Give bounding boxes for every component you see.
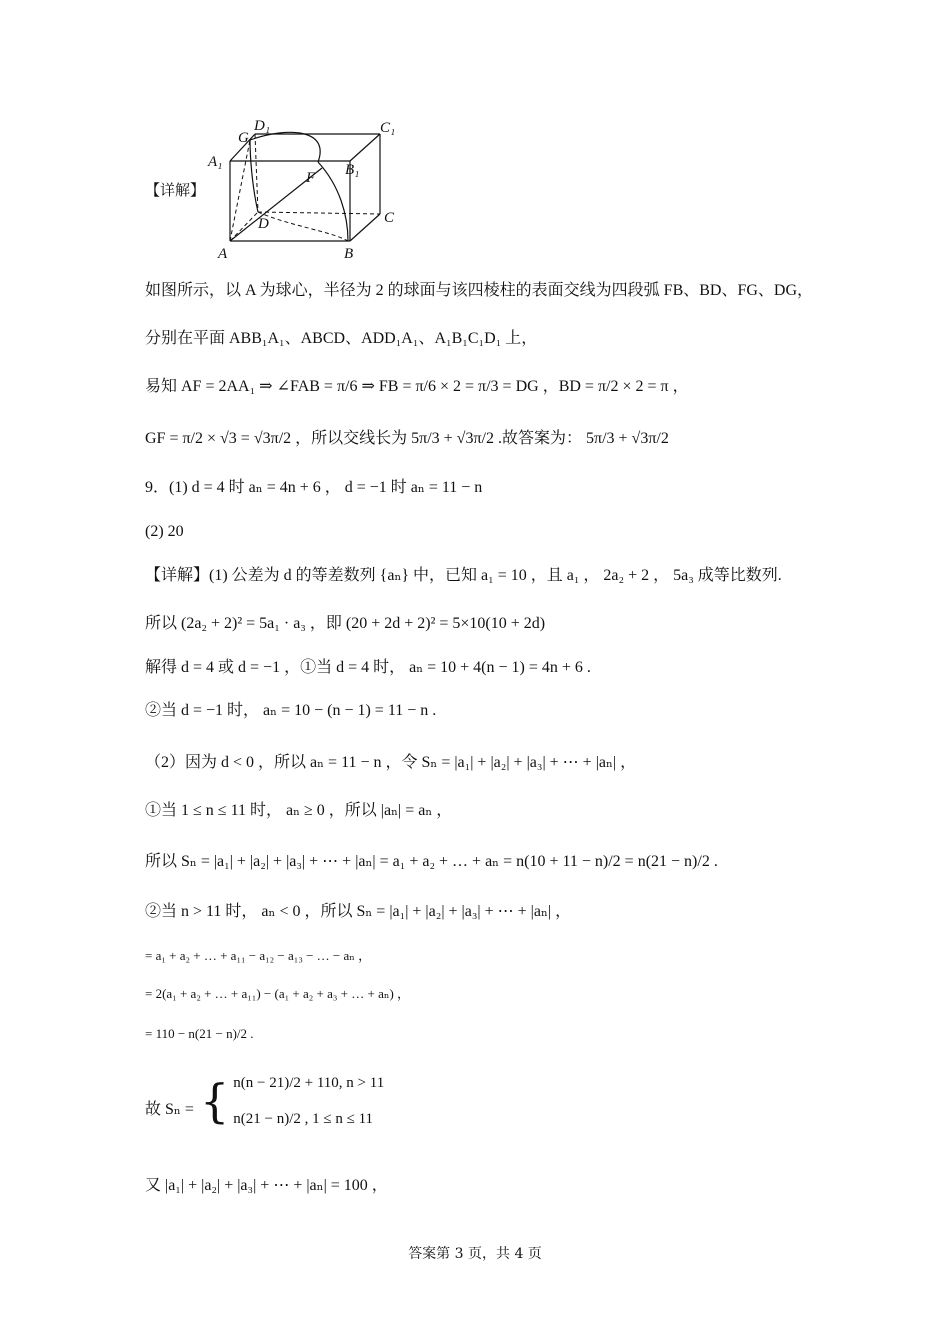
- prism-diagram: [200, 116, 400, 266]
- q9-part2-7: = 110 − n(21 − n)/2 .: [145, 1026, 254, 1041]
- q9-part2-9: 又 |a₁| + |a₂| + |a₃| + ⋯ + |aₙ| = 100 ，: [145, 1177, 388, 1194]
- q9-part2-6: = 2(a₁ + a₂ + … + a₁₁) − (a₁ + a₂ + a₃ + … + aₙ) ，: [145, 986, 411, 1001]
- label-a1: A₁: [208, 154, 223, 170]
- label-f: F: [306, 170, 316, 186]
- q9-detail-3: 解得 d = 4 或 d = −1 ，①当 d = 4 时， aₙ = 10 + 4(n − 1) = 4n + 6 .: [145, 659, 591, 676]
- segment-ag: [230, 140, 250, 241]
- arc-bd: [258, 212, 348, 241]
- prev-line-4: GF = π/2 × √3 = √3π/2 ，所以交线长为 5π/3 + √3π/2 .故答案为： 5π/3 + √3π/2: [145, 430, 669, 447]
- q9-answer-2: (2) 20: [145, 523, 184, 540]
- arc-gf: [250, 132, 320, 162]
- piecewise-case-2: n(21 − n)/2 , 1 ≤ n ≤ 11: [233, 1111, 374, 1127]
- q9-part2-1: （2）因为 d < 0 ，所以 aₙ = 11 − n ，令 Sₙ = |a₁| + |a₂| + |a₃| + ⋯ + |aₙ| ，: [145, 754, 637, 771]
- page-footer: 答案第 3 页，共 4 页: [408, 1246, 542, 1262]
- edge-b1c1: [350, 134, 380, 161]
- piecewise-brace: {: [200, 1074, 230, 1128]
- label-a: A: [218, 246, 228, 262]
- prism-figure: [200, 116, 400, 266]
- q9-part2-2: ①当 1 ≤ n ≤ 11 时， aₙ ≥ 0 ，所以 |aₙ| = aₙ ，: [145, 802, 453, 819]
- label-d1: D₁: [254, 118, 271, 134]
- q9-detail-4: ②当 d = −1 时， aₙ = 10 − (n − 1) = 11 − n .: [145, 702, 437, 719]
- arc-fb: [318, 162, 348, 241]
- piecewise-case-1: n(n − 21)/2 + 110, n > 11: [233, 1075, 385, 1091]
- piecewise-cases: [200, 1068, 384, 1134]
- label-b: B: [344, 246, 354, 262]
- edge-dc: [258, 212, 380, 214]
- q9-part2-5: = a₁ + a₂ + … + a₁₁ − a₁₂ − a₁₃ − … − aₙ ，: [145, 948, 372, 963]
- q9-detail-1: 【详解】(1) 公差为 d 的等差数列 {aₙ} 中，已知 a₁ = 10 ，且 a₁ ， 2a₂ + 2 ， 5a₃ 成等比数列.: [145, 567, 782, 584]
- piecewise-prefix: 故 Sₙ =: [145, 1101, 194, 1118]
- prev-line-2: 分别在平面 ABB₁A₁、ABCD、ADD₁A₁、A₁B₁C₁D₁ 上，: [145, 330, 538, 347]
- label-d: D: [258, 216, 269, 232]
- edge-ad: [230, 212, 258, 241]
- prev-line-1: 如图所示，以 A 为球心，半径为 2 的球面与该四棱柱的表面交线为四段弧 FB、BD、FG、DG，: [145, 282, 814, 299]
- label-g: G: [238, 130, 249, 146]
- q9-detail-2: 所以 (2a₂ + 2)² = 5a₁ · a₃ ，即 (20 + 2d + 2)² = 5×10(10 + 2d): [145, 615, 546, 632]
- detail-heading: 【详解】: [145, 181, 206, 199]
- label-b1: B₁: [345, 162, 360, 178]
- q9-part2-3: 所以 Sₙ = |a₁| + |a₂| + |a₃| + ⋯ + |aₙ| = a₁ + a₂ + … + aₙ = n(10 + 11 − n)/2 = n(21 − n)/2 .: [145, 853, 718, 870]
- edge-bc: [350, 214, 380, 241]
- label-c: C: [384, 210, 395, 226]
- q9-answer-1: 9．(1) d = 4 时 aₙ = 4n + 6 ， d = −1 时 aₙ = 11 − n: [145, 479, 483, 496]
- label-c1: C₁: [380, 120, 396, 136]
- q9-part2-4: ②当 n > 11 时， aₙ < 0 ，所以 Sₙ = |a₁| + |a₂| + |a₃| + ⋯ + |aₙ| ，: [145, 903, 572, 920]
- prev-line-3: 易知 AF = 2AA₁ ⇒ ∠FAB = π/6 ⇒ FB = π/6 × 2 = π/3 = DG ，BD = π/2 × 2 = π ，: [145, 378, 689, 395]
